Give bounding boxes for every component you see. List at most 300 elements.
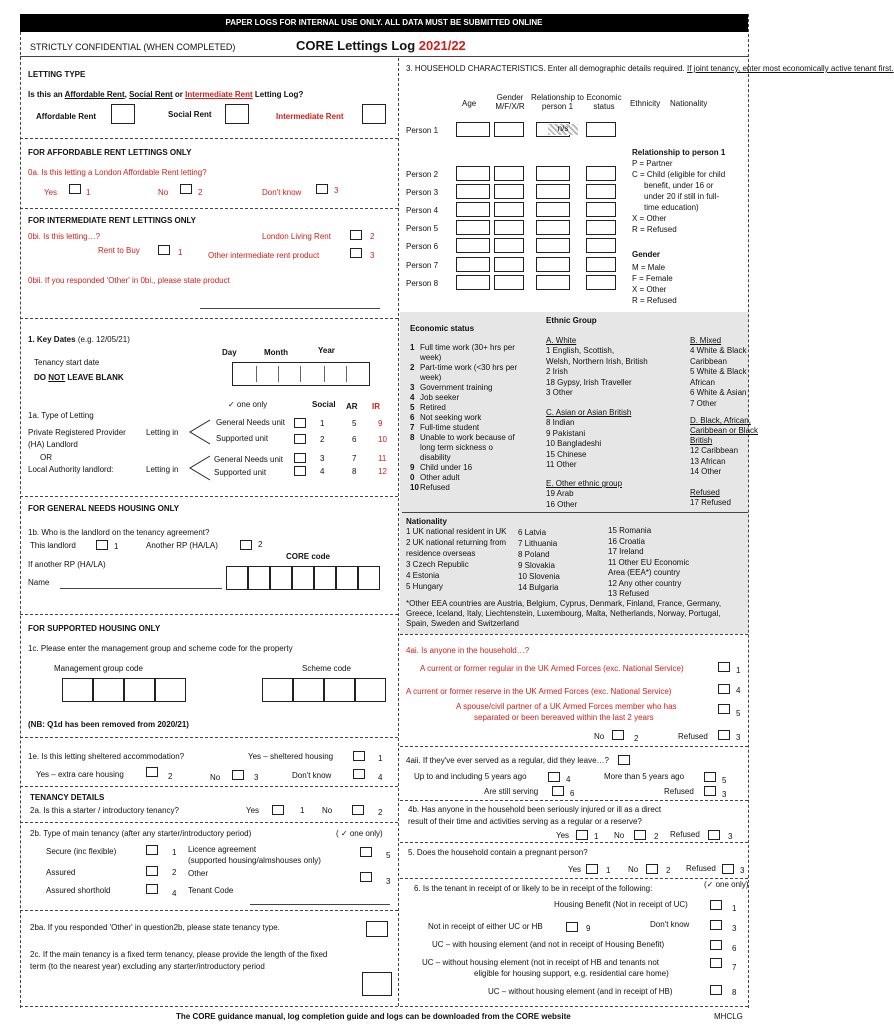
- person-cell[interactable]: [456, 257, 490, 272]
- date-divider: [324, 366, 325, 382]
- more-box[interactable]: [704, 772, 716, 782]
- asian-heading: C. Asian or Asian British: [546, 408, 632, 417]
- q4b-refused: Refused: [670, 830, 700, 839]
- core-code-cell[interactable]: [314, 566, 336, 590]
- gender-line: F = Female: [632, 274, 673, 283]
- armed-reserve: A current or former reserve in the UK Armed Forces (exc. National Service): [406, 687, 672, 696]
- gender-title: Gender: [632, 250, 661, 259]
- q0a-no-num: 2: [198, 188, 203, 197]
- hb-num: 1: [732, 904, 737, 913]
- person-label: Person 7: [406, 261, 439, 270]
- ha-label: (HA) Landlord: [28, 440, 78, 449]
- q2c: 2c. If the main tenancy is a fixed term tenancy, please provide the length of the fixed: [30, 950, 328, 959]
- sheltered-dk-box[interactable]: [353, 769, 365, 779]
- ethnic-item: 2 Irish: [546, 367, 568, 376]
- london-living: London Living Rent: [262, 232, 331, 241]
- na-cell: [548, 124, 578, 135]
- nat-item: Area (EEA*) country: [608, 568, 681, 577]
- secure-num: 1: [172, 848, 177, 857]
- nat-item: 6 Latvia: [518, 528, 547, 537]
- person-cell[interactable]: [456, 202, 490, 217]
- core-code-cell[interactable]: [358, 566, 380, 590]
- q4b-yes-box[interactable]: [576, 830, 588, 840]
- this-landlord-box[interactable]: [96, 540, 108, 550]
- letting-type-num: 6: [352, 435, 357, 444]
- more-5: More than 5 years ago: [604, 772, 685, 781]
- affordable-heading: FOR AFFORDABLE RENT LETTINGS ONLY: [28, 148, 192, 157]
- another-rp-box[interactable]: [240, 540, 252, 550]
- q2a-yes: Yes: [246, 806, 260, 815]
- letting-type-num: 12: [378, 467, 387, 476]
- person-cell[interactable]: [536, 184, 570, 199]
- black-heading-3: British: [690, 436, 713, 445]
- licence-label: Licence agreement: [188, 845, 257, 854]
- armed-spouse-2: separated or been bereaved within the last 2 years: [474, 713, 654, 722]
- person-cell[interactable]: [586, 257, 616, 272]
- letting-type-box[interactable]: [294, 418, 306, 428]
- q4b-no-box[interactable]: [634, 830, 646, 840]
- col-gender: Gender M/F/X/R: [495, 93, 525, 111]
- person-cell[interactable]: [456, 238, 490, 253]
- ethnic-item: 13 African: [690, 456, 726, 466]
- q2a-no: No: [322, 806, 333, 815]
- nat-item: 2 UK national returning from: [406, 538, 507, 547]
- ethnic-item: 7 Other: [690, 398, 717, 408]
- q0a-yes-num: 1: [86, 188, 91, 197]
- nat-item: 8 Poland: [518, 550, 550, 559]
- letting-type-num: 1: [320, 419, 325, 428]
- gender-line: R = Refused: [632, 296, 677, 305]
- q0a: 0a. Is this letting a London Affordable Rent letting?: [28, 168, 207, 177]
- scheme-code-cell[interactable]: [293, 678, 324, 702]
- q5-ref-num: 3: [740, 866, 745, 875]
- scheme-code-cell[interactable]: [262, 678, 293, 702]
- upto-num: 4: [566, 775, 571, 784]
- licence-box[interactable]: [360, 847, 372, 857]
- black-heading: D. Black, African,: [690, 416, 751, 425]
- prp-label: Private Registered Provider: [28, 428, 126, 437]
- q1e: 1e. Is this letting sheltered accommodation?: [28, 752, 185, 761]
- person-cell[interactable]: [494, 275, 524, 290]
- person-cell[interactable]: [494, 184, 524, 199]
- intermediate-checkbox[interactable]: [362, 104, 386, 124]
- person-cell[interactable]: [494, 166, 524, 181]
- person-cell[interactable]: [456, 275, 490, 290]
- uc-hb-box[interactable]: [710, 940, 722, 950]
- q0bi: 0bi. Is this letting…?: [28, 232, 101, 241]
- product-line: [200, 308, 380, 309]
- person-cell[interactable]: [494, 238, 524, 253]
- q2a-no-box[interactable]: [352, 805, 364, 815]
- gender-line: M = Male: [632, 263, 666, 272]
- nationality-heading: Nationality: [406, 517, 447, 526]
- yes-ex-num: 2: [168, 772, 173, 781]
- q0a-no-box[interactable]: [180, 184, 192, 194]
- london-num: 2: [370, 232, 375, 241]
- benefit-dk-box[interactable]: [710, 920, 722, 930]
- la-label: Local Authority landlord:: [28, 465, 114, 474]
- mgmt-code-cell[interactable]: [155, 678, 186, 702]
- ethnic-item: 16 Other: [546, 500, 578, 509]
- rel-line: under 20 if still in full-: [644, 192, 720, 201]
- econ-item: 3 Government training: [410, 383, 493, 392]
- scheme-code-cell[interactable]: [324, 678, 355, 702]
- person-cell[interactable]: [586, 202, 616, 217]
- q4b: 4b. Has anyone in the household been seriously injured or ill as a direct: [408, 805, 662, 814]
- na-text: n/s: [557, 124, 569, 133]
- person-cell[interactable]: [494, 257, 524, 272]
- rel-line: P = Partner: [632, 159, 673, 168]
- q4b-2: result of their time and activities serving as a regular or a reserve?: [408, 817, 642, 826]
- not-uc-num: 9: [586, 924, 591, 933]
- col-ethnicity: Ethnicity: [630, 99, 661, 108]
- nat-item: 5 Hungary: [406, 582, 443, 591]
- ethnic-item: 19 Arab: [546, 489, 574, 498]
- scheme-code-cell[interactable]: [355, 678, 386, 702]
- person-cell[interactable]: [536, 202, 570, 217]
- rel-line: C = Child (eligible for child: [632, 170, 726, 179]
- sup-1: Supported unit: [216, 434, 269, 443]
- nat-item: 9 Slovakia: [518, 561, 555, 570]
- eea-note: Spain, Sweden and Switzerland: [406, 619, 519, 628]
- if-another: If another RP (HA/LA): [28, 560, 106, 569]
- q4b-refused-box[interactable]: [708, 830, 720, 840]
- econ-item: week): [420, 373, 442, 382]
- nat-item: residence overseas: [406, 549, 476, 558]
- person-cell[interactable]: [586, 275, 616, 290]
- armed-regular: A current or former regular in the UK Armed Forces (exc. National Service): [420, 664, 684, 673]
- armed-refused: Refused: [678, 732, 708, 741]
- letting-type-num: 10: [378, 435, 387, 444]
- other-intermediate-box[interactable]: [350, 248, 362, 258]
- still-num: 6: [570, 789, 575, 798]
- person-cell[interactable]: [456, 220, 490, 235]
- person-cell[interactable]: [586, 184, 616, 199]
- person-cell[interactable]: [494, 122, 524, 137]
- person-label: Person 6: [406, 242, 439, 251]
- letting-type-num: 11: [378, 454, 387, 463]
- nat-item: 17 Ireland: [608, 547, 644, 556]
- still-box[interactable]: [552, 786, 564, 796]
- or-label: OR: [40, 453, 52, 462]
- ethnic-item: 11 Other: [546, 460, 577, 469]
- econ-item: long term sickness o: [420, 443, 493, 452]
- uc-with-housing: UC – with housing element (and not in receipt of Housing Benefit): [432, 940, 665, 949]
- q2c-2: term (to the nearest year) excluding any starter/introductory period: [30, 962, 265, 971]
- econ-item: 5 Retired: [410, 403, 446, 412]
- month-label: Month: [264, 348, 288, 357]
- person-cell[interactable]: [456, 184, 490, 199]
- affordable-checkbox[interactable]: [111, 104, 135, 124]
- benefit-dk-num: 3: [732, 924, 737, 933]
- sheltered-no-box[interactable]: [232, 770, 244, 780]
- person-cell[interactable]: [586, 122, 616, 137]
- q5-no-box[interactable]: [646, 864, 658, 874]
- mgmt-code-cell[interactable]: [62, 678, 93, 702]
- sh-dk-num: 4: [378, 773, 383, 782]
- confidential-label: STRICTLY CONFIDENTIAL (WHEN COMPLETED): [30, 42, 236, 52]
- sheltered-dk: Don't know: [292, 771, 332, 780]
- q0a-dk: Don't know: [262, 188, 302, 197]
- q4aii-ref-num: 3: [722, 790, 727, 799]
- uc-without-housing-2: eligible for housing support, e.g. residential care home): [474, 969, 669, 978]
- nat-item: 11 Other EU Economic: [608, 557, 690, 567]
- letting-type-num: 5: [352, 419, 357, 428]
- black-heading-2: Caribbean or Black: [690, 426, 759, 435]
- q1b: 1b. Who is the landlord on the tenancy agreement?: [28, 528, 210, 537]
- person-cell[interactable]: [536, 166, 570, 181]
- person-cell[interactable]: [536, 275, 570, 290]
- letting-type-num: 3: [320, 454, 325, 463]
- letting-type-box[interactable]: [294, 466, 306, 476]
- yes-sheltered: Yes – sheltered housing: [248, 752, 334, 761]
- armed-reserve-box[interactable]: [718, 684, 730, 694]
- mgmt-code-cell[interactable]: [124, 678, 155, 702]
- econ-item: 0 Other adult: [410, 473, 460, 482]
- date-divider: [346, 366, 347, 382]
- not-uc-box[interactable]: [566, 922, 578, 932]
- nat-item: 16 Croatia: [608, 536, 645, 546]
- q2ba: 2ba. If you responded 'Other' in question2b, please state tenancy type.: [30, 923, 280, 932]
- letting-type-box[interactable]: [294, 453, 306, 463]
- armed-no: No: [594, 732, 605, 741]
- econ-item: 4 Job seeker: [410, 393, 460, 402]
- spouse-num: 5: [736, 709, 741, 718]
- secure-label: Secure (inc flexible): [46, 847, 117, 856]
- letting-type-num: 7: [352, 454, 357, 463]
- uc-no-num: 7: [732, 963, 737, 972]
- letting-in-2: Letting in: [146, 465, 179, 474]
- uc-without-hb: UC – without housing element (and in receipt of HB): [488, 987, 673, 996]
- q4aii-refused-box[interactable]: [704, 786, 716, 796]
- bracket-icons: [186, 416, 216, 486]
- econ-item: 6 Not seeking work: [410, 413, 482, 422]
- other-tenancy-box[interactable]: [360, 872, 372, 882]
- q6-one-only: (✓ one only): [704, 880, 749, 889]
- person-label: Person 1: [406, 126, 439, 135]
- econ-item: disability: [420, 453, 451, 462]
- gn-1: General Needs unit: [216, 418, 285, 427]
- q4b-no-num: 2: [654, 832, 659, 841]
- q4aii-box[interactable]: [618, 755, 630, 765]
- nb-note: (NB: Q1d has been removed from 2020/21): [28, 720, 189, 729]
- q5-refused-box[interactable]: [722, 864, 734, 874]
- date-divider: [300, 366, 301, 382]
- upto-box[interactable]: [548, 772, 560, 782]
- rtb-box[interactable]: [158, 245, 170, 255]
- person-label: Person 5: [406, 224, 439, 233]
- ethnic-item: 1 English, Scottish,: [546, 346, 615, 355]
- q2a-yes-num: 1: [300, 806, 305, 815]
- armed-no-box[interactable]: [612, 730, 624, 740]
- not-uc-hb: Not in receipt of either UC or HB: [428, 922, 543, 931]
- q6: 6. Is the tenant in receipt of or likely to be in receipt of the following:: [414, 884, 653, 893]
- nat-item: 15 Romania: [608, 526, 652, 535]
- other-ethnic-heading: E. Other ethnic group: [546, 479, 623, 488]
- econ-item: 10Refused: [410, 483, 450, 492]
- person-cell[interactable]: [586, 238, 616, 253]
- q0a-dk-box[interactable]: [316, 184, 328, 194]
- assured-box[interactable]: [146, 866, 158, 876]
- yes-extra-care: Yes – extra care housing: [36, 770, 124, 779]
- q2b-one-only: ( ✓ one only): [336, 829, 383, 838]
- letting-type-box[interactable]: [294, 434, 306, 444]
- another-num: 2: [258, 540, 263, 549]
- yes-sheltered-box[interactable]: [353, 751, 365, 761]
- london-living-box[interactable]: [350, 230, 362, 240]
- another-rp: Another RP (HA/LA): [146, 541, 218, 550]
- refused-item: 17 Refused: [690, 498, 731, 507]
- core-code-cell[interactable]: [248, 566, 270, 590]
- ethnic-item: 5 White & Black: [690, 367, 747, 376]
- uc-no-box[interactable]: [710, 958, 722, 968]
- q2c-box[interactable]: [362, 972, 392, 996]
- person-cell[interactable]: [456, 122, 490, 137]
- rel-line: time education): [644, 203, 699, 212]
- affordable-label: Affordable Rent: [36, 112, 96, 121]
- hb-box[interactable]: [710, 900, 722, 910]
- person-cell[interactable]: [586, 166, 616, 181]
- yes-sh-num: 1: [378, 754, 383, 763]
- intermediate-heading: FOR INTERMEDIATE RENT LETTINGS ONLY: [28, 216, 197, 225]
- shorthold-num: 4: [172, 889, 177, 898]
- q4b-yes-num: 1: [594, 832, 599, 841]
- licence-label-2: (supported housing/almshouses only): [188, 856, 321, 865]
- armed-no-num: 2: [634, 734, 639, 743]
- social-checkbox[interactable]: [225, 104, 249, 124]
- mgmt-code-cell[interactable]: [93, 678, 124, 702]
- nat-item: 3 Czech Republic: [406, 560, 469, 569]
- letting-question: Is this an Affordable Rent, Social Rent or Intermediate Rent Letting Log?: [28, 90, 304, 99]
- ethnic-item: 12 Caribbean: [690, 446, 739, 455]
- q5-yes: Yes: [568, 865, 582, 874]
- page-title: CORE Lettings Log 2021/22: [296, 38, 466, 53]
- ir-col: IR: [372, 402, 380, 411]
- upto-5: Up to and including 5 years ago: [414, 772, 527, 781]
- white-heading: A. White: [546, 336, 577, 345]
- person-label: Person 3: [406, 188, 439, 197]
- social-col: Social: [312, 400, 336, 409]
- ethnic-item: 14 Other: [690, 467, 722, 476]
- benefit-dk: Don't know: [650, 920, 690, 929]
- core-code-cell[interactable]: [270, 566, 292, 590]
- person-cell[interactable]: [536, 257, 570, 272]
- armed-spouse: A spouse/civil partner of a UK Armed Forces member who has: [456, 702, 677, 711]
- armed-refused-num: 3: [736, 733, 741, 742]
- shorthold-label: Assured shorthold: [46, 886, 111, 895]
- date-divider: [256, 366, 257, 382]
- person-cell[interactable]: [494, 202, 524, 217]
- rel-line: R = Refused: [632, 225, 677, 234]
- core-code-cell[interactable]: [292, 566, 314, 590]
- nat-item: 4 Estonia: [406, 571, 440, 580]
- rel-line: X = Other: [632, 214, 667, 223]
- econ-item: 8 Unable to work because of: [410, 433, 515, 442]
- tenancy-start-label: Tenancy start date: [34, 358, 100, 367]
- letting-in-1: Letting in: [146, 428, 179, 437]
- core-code-cell[interactable]: [226, 566, 248, 590]
- ethnic-item: 9 Pakistani: [546, 428, 586, 438]
- q2ba-box[interactable]: [366, 921, 388, 937]
- ethnic-item: 6 White & Asian: [690, 388, 747, 397]
- tenancy-start-date-input[interactable]: [232, 362, 370, 386]
- intermediate-label: Intermediate Rent: [276, 112, 344, 121]
- q4b-ref-num: 3: [728, 832, 733, 841]
- armed-regular-box[interactable]: [718, 662, 730, 672]
- name-line: [60, 588, 222, 589]
- armed-spouse-box[interactable]: [718, 704, 730, 714]
- letting-type-num: 2: [320, 435, 325, 444]
- person-label: Person 2: [406, 170, 439, 179]
- ethnic-item: 15 Chinese: [546, 449, 587, 459]
- letting-type-num: 8: [352, 467, 357, 476]
- ar-col: AR: [346, 402, 358, 411]
- ethnic-item: 8 Indian: [546, 418, 575, 427]
- q4b-no: No: [614, 831, 625, 840]
- q5-yes-num: 1: [606, 866, 611, 875]
- armed-refused-box[interactable]: [718, 730, 730, 740]
- letting-type-num: 4: [320, 467, 325, 476]
- other-tenancy: Other: [188, 869, 209, 878]
- ethnic-item: African: [690, 377, 715, 387]
- gn-heading: FOR GENERAL NEEDS HOUSING ONLY: [28, 504, 180, 513]
- col-nationality: Nationality: [670, 99, 708, 108]
- ethnic-item: Welsh, Northern Irish, British: [546, 356, 648, 366]
- person-cell[interactable]: [536, 238, 570, 253]
- ethnic-item: 3 Other: [546, 388, 573, 397]
- ethnic-item: 18 Gypsy, Irish Traveller: [546, 377, 632, 387]
- nat-item: 10 Slovenia: [518, 572, 560, 581]
- rel-title: Relationship to person 1: [632, 148, 726, 157]
- date-divider: [278, 366, 279, 382]
- nat-item: 1 UK national resident in UK: [406, 527, 507, 536]
- q2b: 2b. Type of main tenancy (after any starter/introductory period): [30, 829, 252, 838]
- other-num: 3: [370, 251, 375, 260]
- q0a-yes-box[interactable]: [69, 184, 81, 194]
- still-serving: Are still serving: [484, 787, 539, 796]
- uc-no-hb-box[interactable]: [710, 985, 722, 995]
- yes-extra-box[interactable]: [146, 767, 158, 777]
- housing-benefit: Housing Benefit (Not in receipt of UC): [554, 900, 688, 909]
- other-intermediate: Other intermediate rent product: [208, 251, 320, 260]
- ethnic-item: Caribbean: [690, 356, 727, 366]
- nat-item: 14 Bulgaria: [518, 583, 559, 592]
- econ-item: 7 Full-time student: [410, 423, 480, 432]
- shorthold-box[interactable]: [146, 884, 158, 894]
- person-cell[interactable]: [586, 220, 616, 235]
- person-cell[interactable]: [494, 220, 524, 235]
- this-num: 1: [114, 542, 119, 551]
- q5-yes-box[interactable]: [586, 864, 598, 874]
- q2a-yes-box[interactable]: [272, 805, 284, 815]
- person-cell[interactable]: [456, 166, 490, 181]
- tenant-code-label: Tenant Code: [188, 886, 234, 895]
- rent-to-buy: Rent to Buy: [98, 246, 140, 255]
- secure-box[interactable]: [146, 845, 158, 855]
- supported-heading: FOR SUPPORTED HOUSING ONLY: [28, 624, 161, 633]
- q0bii: 0bii. If you responded 'Other' in 0bi., please state product: [28, 276, 230, 285]
- tenancy-heading: TENANCY DETAILS: [30, 793, 105, 802]
- gn-2: General Needs unit: [214, 455, 283, 464]
- banner: PAPER LOGS FOR INTERNAL USE ONLY. ALL DATA MUST BE SUBMITTED ONLINE: [20, 14, 748, 32]
- nat-item: 7 Lithuania: [518, 539, 558, 548]
- q0a-no: No: [158, 188, 169, 197]
- this-landlord: This landlord: [30, 541, 76, 550]
- q0a-yes: Yes: [44, 188, 58, 197]
- core-code-cell[interactable]: [336, 566, 358, 590]
- eea-note: *Other EEA countries are Austria, Belgium, Cyprus, Denmark, Finland, France, Germany,: [406, 599, 722, 608]
- person-cell[interactable]: [536, 220, 570, 235]
